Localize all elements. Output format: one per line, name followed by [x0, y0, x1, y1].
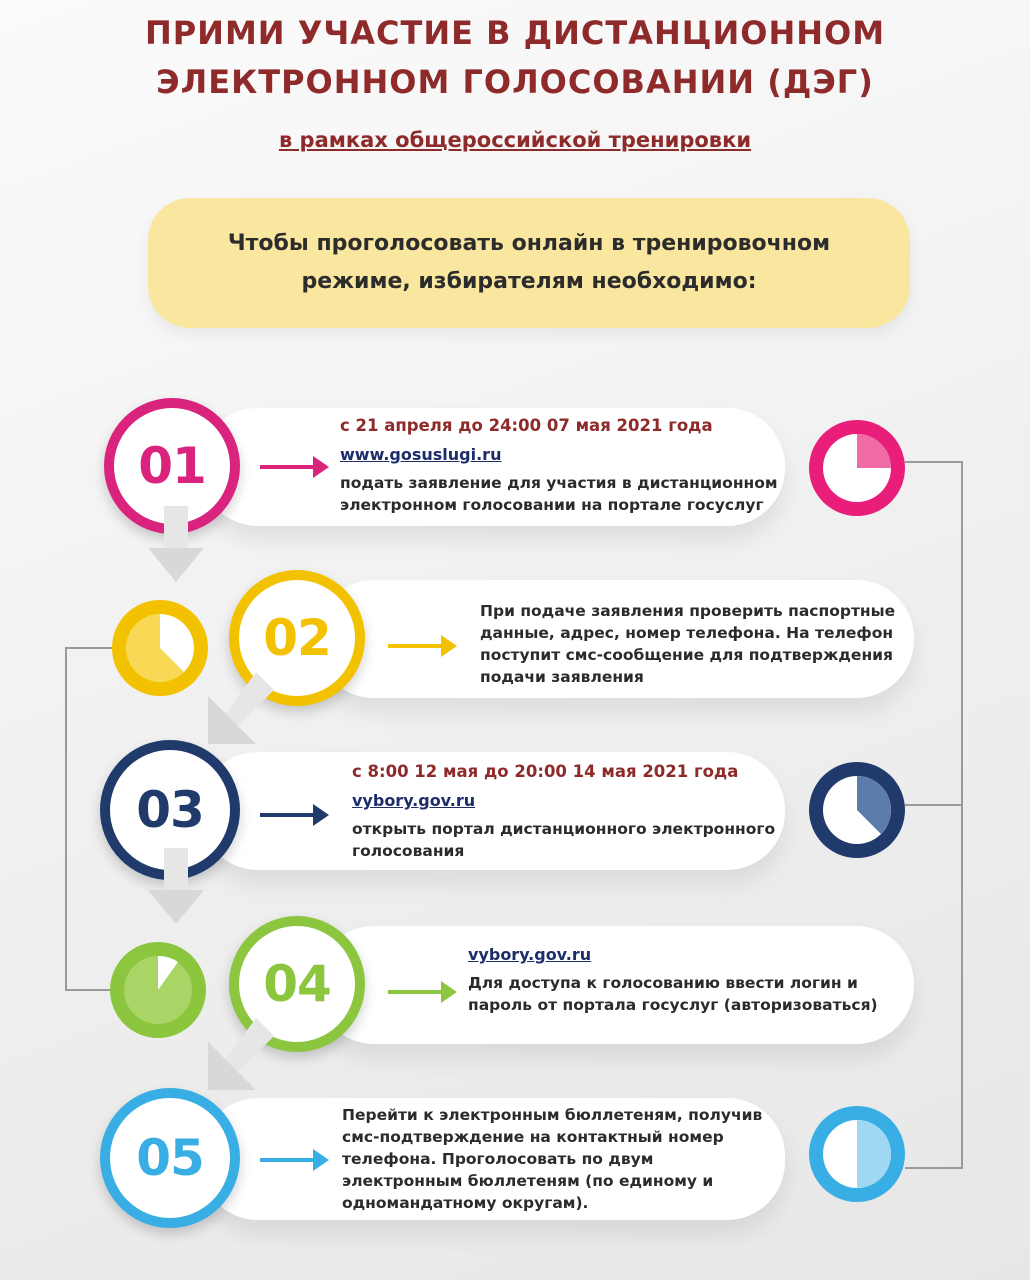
arrow-right-icon [388, 990, 453, 994]
page-subtitle: в рамках общероссийской тренировки [278, 128, 752, 152]
step-02-text-line-1: При подаче заявления проверить паспортные [480, 602, 896, 620]
pie-half-icon [807, 1104, 907, 1204]
step-01-dates: с 21 апреля до 24:00 07 мая 2021 года [340, 416, 713, 435]
down-arrow-icon [200, 1018, 280, 1098]
intro-line-2: режиме, избирателям необходимо: [301, 269, 757, 294]
step-04-link[interactable]: vybory.gov.ru [468, 945, 592, 964]
step-02-text-line-2: данные, адрес, номер телефона. На телефон [480, 624, 894, 642]
step-04-text-line-1: Для доступа к голосованию ввести логин и [468, 974, 858, 992]
step-05-text-line-1: Перейти к электронным бюллетеням, получив [342, 1106, 763, 1124]
step-02-text-line-3: поступит смс-сообщение для подтверждения [480, 646, 893, 664]
step-03-text-line-2: голосования [352, 842, 465, 860]
page-title-line-1: ПРИМИ УЧАСТИЕ В ДИСТАНЦИОННОМ [144, 14, 886, 52]
step-03-text-line-1: открыть портал дистанционного электронного [352, 820, 776, 838]
arrow-right-icon [260, 465, 325, 469]
step-05-text-line-4: электронным бюллетеням (по единому и [342, 1172, 714, 1190]
step-05-text-line-5: одномандатному округам). [342, 1194, 589, 1212]
step-02-text-line-4: подачи заявления [480, 668, 644, 686]
step-number-05: 05 [100, 1088, 240, 1228]
step-01-text-line-2: электронном голосовании на портале госуслуг [340, 496, 764, 514]
pie-quarter-icon [807, 418, 907, 518]
intro-line-1: Чтобы проголосовать онлайн в тренировочном [227, 231, 831, 256]
step-number-01: 01 [104, 398, 240, 534]
pie-three-eighths-icon [807, 760, 907, 860]
step-01-link[interactable]: www.gosuslugi.ru [340, 445, 502, 464]
down-arrow-icon [146, 506, 206, 586]
down-arrow-icon [200, 672, 280, 752]
arrow-right-icon [260, 1158, 325, 1162]
step-05-text-line-3: телефона. Проголосовать по двум [342, 1150, 654, 1168]
down-arrow-icon [146, 848, 206, 928]
step-03-link[interactable]: vybory.gov.ru [352, 791, 476, 810]
step-03-dates: с 8:00 12 мая до 20:00 14 мая 2021 года [352, 762, 739, 781]
pie-three-eighths-icon [110, 598, 210, 698]
step-number-04: 04 [229, 916, 365, 1052]
step-04-text-line-2: пароль от портала госуслуг (авторизоваться) [468, 996, 878, 1014]
step-number-02: 02 [229, 570, 365, 706]
page-title-line-2: ЭЛЕКТРОННОМ ГОЛОСОВАНИИ (ДЭГ) [156, 63, 874, 101]
pie-tenth-icon [108, 940, 208, 1040]
arrow-right-icon [388, 644, 453, 648]
step-05-text-line-2: смс-подтверждение на контактный номер [342, 1128, 724, 1146]
arrow-right-icon [260, 813, 325, 817]
step-01-text-line-1: подать заявление для участия в дистанционном [340, 474, 778, 492]
step-number-03: 03 [100, 740, 240, 880]
